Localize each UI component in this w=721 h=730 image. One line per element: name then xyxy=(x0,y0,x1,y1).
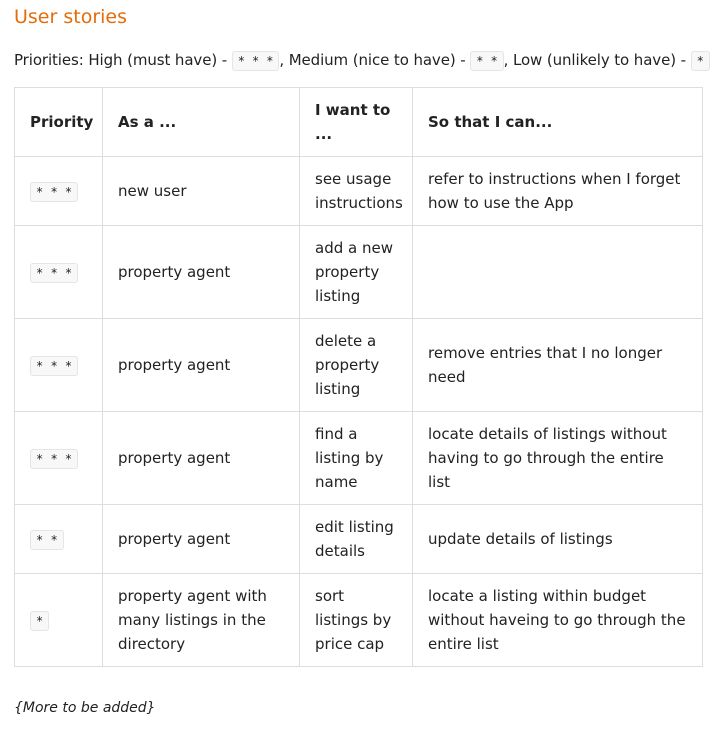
priority-code: * xyxy=(30,611,49,631)
so-that-cell xyxy=(413,226,703,319)
header-priority: Priority xyxy=(15,88,103,157)
priority-code: * * * xyxy=(30,356,78,376)
want-cell: see usage instructions xyxy=(300,157,413,226)
priority-cell xyxy=(15,412,103,505)
header-as-a: As a ... xyxy=(103,88,300,157)
want-cell: sort listings by price cap xyxy=(300,574,413,667)
want-cell: find a listing by name xyxy=(300,412,413,505)
header-so-that: So that I can... xyxy=(413,88,703,157)
as-a-cell: new user xyxy=(103,157,300,226)
priority-high-code: * * * xyxy=(232,51,280,71)
priorities-medium-text: , Medium (nice to have) - xyxy=(279,51,471,69)
priority-low-code: * xyxy=(691,51,710,71)
want-cell: edit listing details xyxy=(300,505,413,574)
priorities-legend xyxy=(14,47,714,74)
priority-medium-code: * * xyxy=(470,51,503,71)
as-a-cell: property agent xyxy=(103,319,300,412)
so-that-cell: update details of listings xyxy=(413,505,703,574)
want-cell: add a new property listing xyxy=(300,226,413,319)
priority-cell xyxy=(15,319,103,412)
table-row xyxy=(15,574,703,667)
priority-cell xyxy=(15,505,103,574)
so-that-cell: remove entries that I no longer need xyxy=(413,319,703,412)
so-that-cell: locate a listing within budget without haveing to go through the entire list xyxy=(413,574,703,667)
priority-cell xyxy=(15,226,103,319)
header-i-want-to: I want to ... xyxy=(300,88,413,157)
table-row xyxy=(15,226,703,319)
more-to-be-added-note: {More to be added} xyxy=(14,700,156,716)
table-row xyxy=(15,319,703,412)
priority-cell xyxy=(15,574,103,667)
priority-code: * * * xyxy=(30,263,78,283)
priority-code: * * * xyxy=(30,182,78,202)
want-cell: delete a property listing xyxy=(300,319,413,412)
table-header-row xyxy=(15,88,703,157)
priority-code: * * * xyxy=(30,449,78,469)
priorities-lead: Priorities: High (must have) - xyxy=(14,51,232,69)
as-a-cell: property agent xyxy=(103,412,300,505)
user-stories-table xyxy=(14,87,703,667)
table-row xyxy=(15,412,703,505)
priorities-low-text: , Low (unlikely to have) - xyxy=(503,51,691,69)
priority-cell xyxy=(15,157,103,226)
so-that-cell: locate details of listings without having to go through the entire list xyxy=(413,412,703,505)
section-title: User stories xyxy=(14,6,127,28)
as-a-cell: property agent xyxy=(103,505,300,574)
as-a-cell: property agent with many listings in the directory xyxy=(103,574,300,667)
table-row xyxy=(15,505,703,574)
so-that-cell: refer to instructions when I forget how to use the App xyxy=(413,157,703,226)
table-row xyxy=(15,157,703,226)
priority-code: * * xyxy=(30,530,64,550)
as-a-cell: property agent xyxy=(103,226,300,319)
